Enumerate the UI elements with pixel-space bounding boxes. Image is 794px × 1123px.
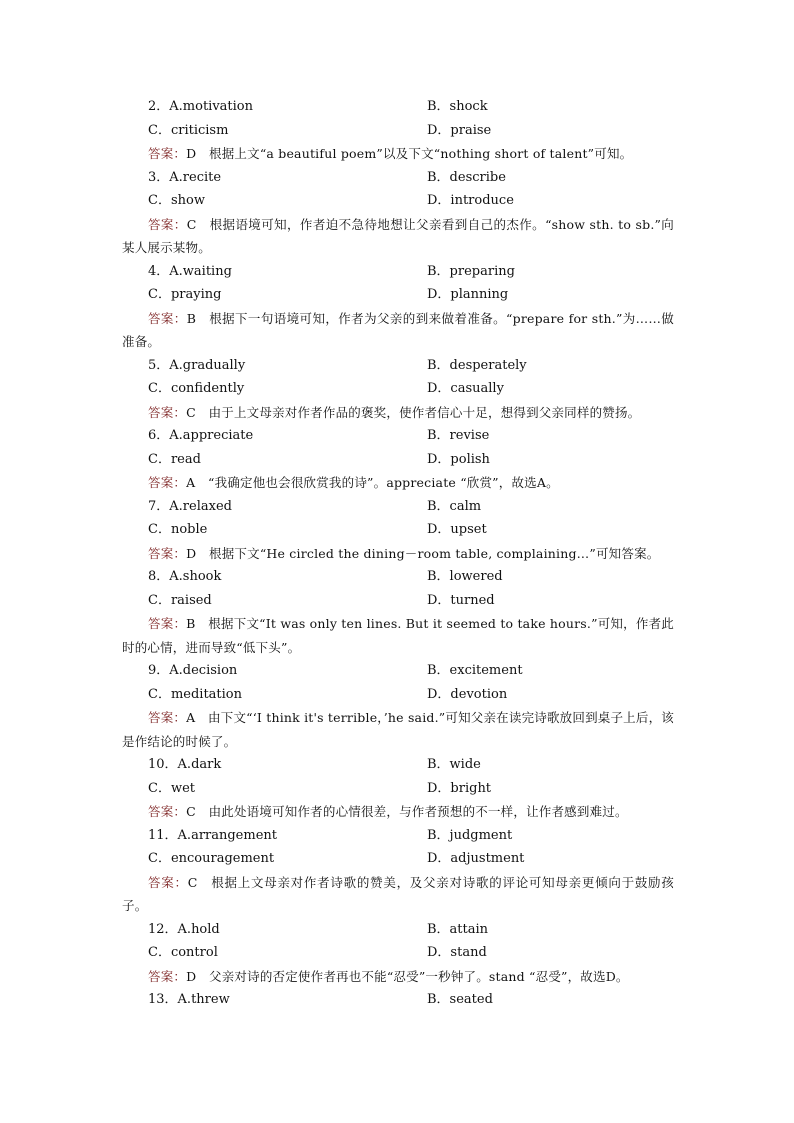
answer-label: 答案： [148,146,187,161]
option-c: C．meditation [148,686,243,702]
answer-text: D 父亲对诗的否定使作者再也不能“忍受”一秒钟了。stand “忍受”，故选D。 [186,968,629,984]
options-row [122,448,674,472]
options-row [122,659,674,683]
option-c: C．read [148,451,201,467]
option-b: B．describe [427,169,506,185]
answer-label: 答案： [148,310,187,326]
option-b: B．desperately [427,357,527,373]
option-a: 3．A.recite [148,169,222,185]
answer-explanation [122,471,674,495]
option-c: C．confidently [148,381,245,396]
option-b: B．lowered [427,569,503,584]
option-b: B．seated [427,992,493,1007]
answer-explanation [122,965,674,989]
option-b: B．calm [427,498,482,514]
option-b: B．attain [427,921,489,937]
option-c: C．encouragement [148,851,275,866]
option-c: C．noble [148,522,208,537]
options-row [122,354,674,378]
options-row [122,166,674,190]
answer-text: D 根据上文“a beautiful poem”以及下文“nothing short of talent”可知。 [186,146,633,161]
answer-explanation [122,142,674,166]
answer-label: 答案： [148,404,187,420]
answer-text: C 根据上文母亲对作者诗歌的赞美，及父亲对诗歌的评论可知母亲更倾向于鼓励孩子。 [122,874,674,913]
option-a: 5．A.gradually [148,357,246,373]
options-row [122,988,674,1012]
option-b: B．wide [427,757,481,772]
options-row [122,495,674,519]
options-row [122,119,674,143]
answer-label: 答案： [148,968,187,984]
option-b: B．preparing [427,263,515,279]
answer-explanation [122,706,674,753]
answer-label: 答案： [148,874,188,890]
option-a: 13．A.threw [148,992,230,1007]
answer-label: 答案： [148,710,187,725]
option-a: 4．A.waiting [148,263,232,279]
options-row [122,189,674,213]
answer-text: C 由于上文母亲对作者作品的褒奖，使作者信心十足，想得到父亲同样的赞扬。 [186,404,641,420]
answer-text: D 根据下文“He circled the dining－room table, complaining…”可知答案。 [186,545,660,561]
answer-label: 答案： [148,475,187,490]
option-d: D．casually [427,381,504,396]
answer-label: 答案： [148,545,187,561]
answer-explanation [122,213,674,260]
options-row [122,424,674,448]
option-d: D．upset [427,522,487,537]
option-d: D．bright [427,780,492,796]
answer-explanation [122,612,674,659]
answer-text: C 根据语境可知，作者迫不急待地想让父亲看到自己的杰作。“show sth. to sb.”向某人展示某物。 [122,216,674,255]
answer-explanation [122,401,674,425]
options-row [122,941,674,965]
option-d: D．stand [427,945,487,960]
option-d: D．polish [427,451,490,467]
answer-label: 答案： [148,804,187,819]
options-row [122,518,674,542]
options-row [122,95,674,119]
option-d: D．introduce [427,193,514,208]
options-row [122,683,674,707]
option-a: 9．A.decision [148,663,238,678]
option-d: D．planning [427,287,509,302]
options-row [122,777,674,801]
answer-explanation [122,542,674,566]
options-row [122,847,674,871]
option-c: C．show [148,193,205,208]
option-c: C．control [148,945,218,960]
answer-explanation [122,871,674,918]
answer-explanation [122,307,674,354]
option-b: B．shock [427,99,488,114]
option-d: D．devotion [427,686,508,702]
option-d: D．turned [427,592,495,608]
answer-text: A 由下文“‘I think it's terrible，’he said.”可知父亲在读完诗歌放回到桌子上后，该是作结论的时候了。 [122,710,674,749]
options-row [122,824,674,848]
answer-explanation [122,800,674,824]
option-a: 12．A.hold [148,921,220,937]
option-a: 11．A.arrangement [148,827,277,843]
options-row [122,565,674,589]
answer-label: 答案： [148,216,187,232]
option-c: C．criticism [148,122,229,138]
options-row [122,260,674,284]
option-b: B．revise [427,428,490,443]
option-b: B．judgment [427,827,513,843]
option-a: 8．A.shook [148,569,222,584]
option-c: C．wet [148,780,195,796]
options-row [122,283,674,307]
answer-text: B 根据下文“It was only ten lines. But it seemed to take hours.”可知，作者此时的心情，进而导致“低下头”。 [122,616,674,655]
options-row [122,377,674,401]
option-d: D．adjustment [427,851,525,866]
answer-label: 答案： [148,616,187,631]
option-c: C．praying [148,287,222,302]
options-row [122,589,674,613]
option-a: 10．A.dark [148,757,222,772]
options-row [122,753,674,777]
option-c: C．raised [148,592,212,608]
options-row [122,918,674,942]
answer-text: A “我确定他也会很欣赏我的诗”。appreciate “欣赏”，故选A。 [186,475,559,490]
answer-text: B 根据下一句语境可知，作者为父亲的到来做着准备。“prepare for sth.”为……做准备。 [122,310,674,349]
option-a: 7．A.relaxed [148,498,232,514]
option-d: D．praise [427,122,492,138]
option-b: B．excitement [427,663,523,678]
question-list [122,95,674,1012]
option-a: 2．A.motivation [148,99,254,114]
answer-text: C 由此处语境可知作者的心情很差，与作者预想的不一样，让作者感到难过。 [186,804,628,819]
option-a: 6．A.appreciate [148,428,254,443]
